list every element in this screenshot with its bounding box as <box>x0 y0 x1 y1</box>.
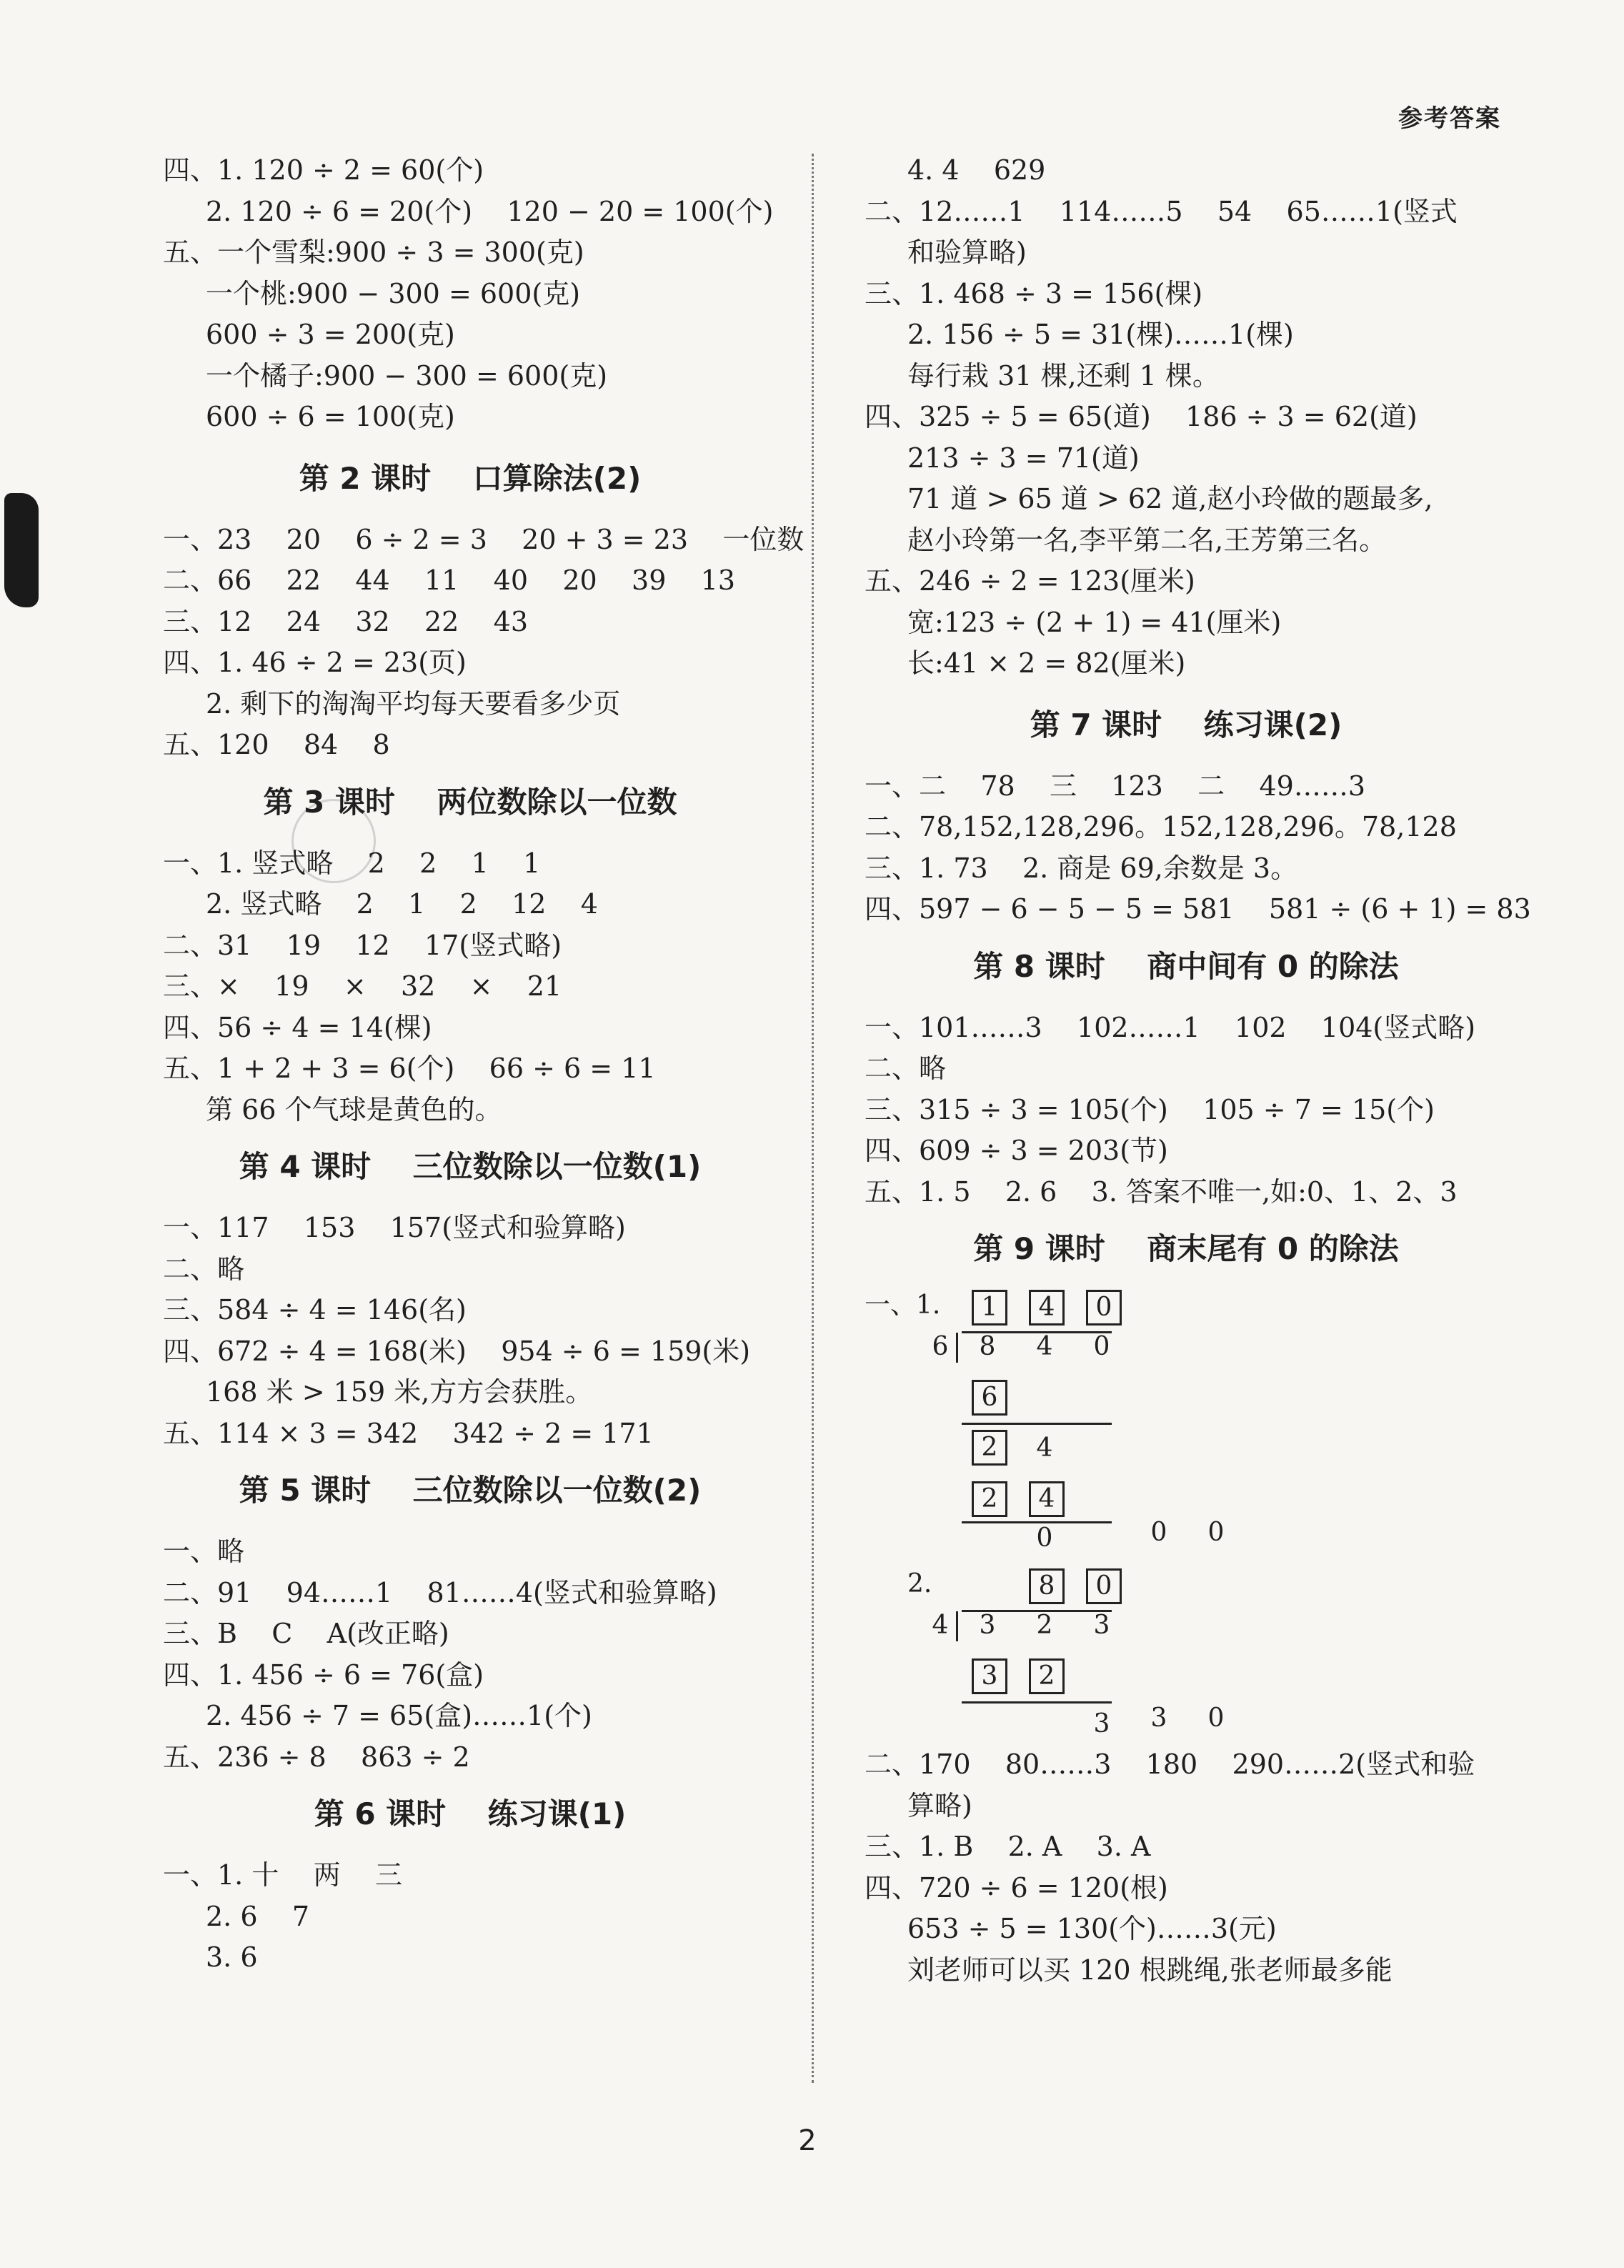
scan-smudge <box>4 493 39 607</box>
answer-line: 四、325 ÷ 5 = 65(道) 186 ÷ 3 = 62(道) <box>865 401 1418 432</box>
answer-line: 算略) <box>907 1789 972 1821</box>
answer-line: 四、1. 46 ÷ 2 = 23(页) <box>163 647 467 678</box>
quotient-digit-box: 8 <box>1029 1568 1065 1604</box>
final-remainder: 0 <box>1207 1518 1225 1547</box>
answer-line: 四、597 − 6 − 5 − 5 = 581 581 ÷ (6 + 1) = 83 <box>865 893 1531 925</box>
quotient-digit-box: 0 <box>1086 1290 1122 1326</box>
brought-down-digit: 4 <box>1036 1433 1053 1463</box>
long-division-1 <box>865 1290 1508 1553</box>
answer-line: 一、1. 十 两 三 <box>163 1859 402 1891</box>
answer-line: 4. 4 629 <box>907 154 1046 186</box>
divisor: 6 <box>932 1332 949 1361</box>
answer-line: 四、672 ÷ 4 = 168(米) 954 ÷ 6 = 159(米) <box>163 1335 751 1367</box>
answer-line: 五、120 84 8 <box>163 729 390 760</box>
answer-line: 三、12 24 32 22 43 <box>163 605 529 637</box>
answer-line: 赵小玲第一名,李平第二名,王芳第三名。 <box>907 524 1387 556</box>
long-division-2 <box>865 1568 1508 1744</box>
division-bracket <box>956 1611 958 1641</box>
lesson-heading: 第 2 课时 口算除法(2) <box>299 460 642 496</box>
answer-line: 四、1. 456 ÷ 6 = 76(盒) <box>163 1658 484 1691</box>
question-label: 2. <box>907 1569 932 1598</box>
answer-line: 600 ÷ 3 = 200(克) <box>206 319 455 350</box>
answer-line: 二、170 80……3 180 290……2(竖式和验 <box>865 1749 1475 1780</box>
answer-line: 三、1. B 2. A 3. A <box>865 1831 1151 1862</box>
answer-line: 三、1. 468 ÷ 3 = 156(棵) <box>865 277 1203 309</box>
answer-line: 一、117 153 157(竖式和验算略) <box>163 1212 626 1243</box>
dividend-digit: 8 <box>979 1332 996 1361</box>
lesson-heading: 第 9 课时 商末尾有 0 的除法 <box>973 1231 1399 1266</box>
product-digit-box: 2 <box>972 1481 1007 1517</box>
answer-line: 五、一个雪梨:900 ÷ 3 = 300(克) <box>163 237 584 268</box>
dividend-digit: 2 <box>1036 1611 1053 1640</box>
answer-line: 四、56 ÷ 4 = 14(棵) <box>163 1011 432 1043</box>
left-column <box>163 150 804 1979</box>
lesson-heading: 第 4 课时 三位数除以一位数(1) <box>239 1149 702 1184</box>
answer-line: 三、1. 73 2. 商是 69,余数是 3。 <box>865 852 1298 884</box>
answer-line: 2. 456 ÷ 7 = 65(盒)……1(个) <box>206 1700 592 1731</box>
answer-line: 600 ÷ 6 = 100(克) <box>206 401 455 432</box>
answer-line: 2. 156 ÷ 5 = 31(棵)……1(棵) <box>907 319 1294 350</box>
answer-line: 一、23 20 6 ÷ 2 = 3 20 + 3 = 23 一位数 <box>163 523 804 555</box>
question-label: 一、1. <box>865 1290 941 1320</box>
answer-line: 213 ÷ 3 = 71(道) <box>907 442 1140 474</box>
answer-line: 刘老师可以买 120 根跳绳,张老师最多能 <box>907 1954 1393 1986</box>
final-remainder: 0 <box>1036 1523 1053 1553</box>
answer-line: 3. 6 <box>206 1941 258 1973</box>
division-bracket <box>956 1333 958 1363</box>
answer-line: 二、78,152,128,296。152,128,296。78,128 <box>865 811 1457 842</box>
answer-line: 653 ÷ 5 = 130(个)……3(元) <box>907 1913 1277 1944</box>
answer-line: 三、315 ÷ 3 = 105(个) 105 ÷ 7 = 15(个) <box>865 1093 1435 1125</box>
divisor: 4 <box>932 1611 949 1640</box>
answer-line: 二、66 22 44 11 40 20 39 13 <box>163 564 736 596</box>
subtraction-line <box>962 1423 1112 1425</box>
answer-line: 二、91 94……1 81……4(竖式和验算略) <box>163 1576 717 1608</box>
answer-line: 五、114 × 3 = 342 342 ÷ 2 = 171 <box>163 1417 654 1449</box>
answer-line: 二、12……1 114……5 54 65……1(竖式 <box>865 195 1458 227</box>
subtraction-line <box>962 1701 1112 1704</box>
answer-line: 和验算略) <box>907 237 1027 268</box>
lesson-heading: 第 3 课时 两位数除以一位数 <box>263 784 677 820</box>
answer-line: 三、584 ÷ 4 = 146(名) <box>163 1294 467 1326</box>
answer-line: 三、B C A(改正略) <box>163 1618 449 1649</box>
quotient-digit-box: 0 <box>1086 1568 1122 1604</box>
answer-line: 五、246 ÷ 2 = 123(厘米) <box>865 565 1195 597</box>
answer-line: 四、609 ÷ 3 = 203(节) <box>865 1135 1168 1166</box>
product-digit-box: 2 <box>1029 1658 1065 1694</box>
lesson-heading: 第 5 课时 三位数除以一位数(2) <box>239 1473 702 1508</box>
right-column <box>865 150 1531 1991</box>
answer-line: 每行栽 31 棵,还剩 1 棵。 <box>907 359 1220 392</box>
answer-line: 2. 120 ÷ 6 = 20(个) 120 − 20 = 100(个) <box>206 195 774 227</box>
dividend-digit: 4 <box>1036 1332 1053 1361</box>
column-divider <box>812 154 814 2083</box>
answer-line: 一个橘子:900 − 300 = 600(克) <box>206 359 608 392</box>
answer-line: 一、二 78 三 123 二 49……3 <box>865 770 1365 802</box>
answer-line: 一、1. 竖式略 2 2 1 1 <box>163 847 541 879</box>
answer-line: 三、× 19 × 32 × 21 <box>163 970 562 1002</box>
final-remainder: 3 <box>1150 1704 1167 1733</box>
dividend-digit: 3 <box>979 1611 996 1640</box>
lesson-heading: 第 7 课时 练习课(2) <box>1030 707 1342 742</box>
dividend-digit: 3 <box>1093 1611 1110 1640</box>
final-remainder: 3 <box>1093 1709 1110 1739</box>
answer-line: 一个桃:900 − 300 = 600(克) <box>206 277 581 309</box>
dividend-digit: 0 <box>1093 1332 1110 1361</box>
product-digit-box: 3 <box>972 1658 1007 1694</box>
answer-line: 四、1. 120 ÷ 2 = 60(个) <box>163 154 484 186</box>
quotient-digit-box: 1 <box>972 1290 1007 1326</box>
answer-line: 2. 剩下的淘淘平均每天要看多少页 <box>206 687 621 720</box>
answer-line: 五、1 + 2 + 3 = 6(个) 66 ÷ 6 = 11 <box>163 1053 656 1084</box>
remainder-digit-box: 2 <box>972 1430 1007 1466</box>
header-label: 参考答案 <box>1398 104 1501 133</box>
answer-line: 168 米 > 159 米,方方会获胜。 <box>206 1376 593 1408</box>
answer-line: 一、101……3 102……1 102 104(竖式略) <box>865 1011 1476 1043</box>
page-number: 2 <box>798 2124 817 2157</box>
answer-line: 宽:123 ÷ (2 + 1) = 41(厘米) <box>907 606 1282 638</box>
final-remainder: 0 <box>1207 1704 1225 1733</box>
answer-line: 长:41 × 2 = 82(厘米) <box>907 647 1186 679</box>
answer-line: 一、略 <box>163 1536 245 1567</box>
answer-line: 71 道 > 65 道 > 62 道,赵小玲做的题最多, <box>907 483 1433 514</box>
answer-line: 四、720 ÷ 6 = 120(根) <box>865 1871 1168 1904</box>
answer-line: 二、31 19 12 17(竖式略) <box>163 929 562 961</box>
answer-line: 2. 竖式略 2 1 2 12 4 <box>206 888 598 920</box>
answer-line: 五、236 ÷ 8 863 ÷ 2 <box>163 1741 470 1773</box>
lesson-heading: 第 6 课时 练习课(1) <box>314 1796 627 1831</box>
product-digit-box: 6 <box>972 1380 1007 1416</box>
answer-line: 二、略 <box>163 1253 245 1285</box>
lesson-heading: 第 8 课时 商中间有 0 的除法 <box>973 948 1399 984</box>
final-remainder: 0 <box>1150 1518 1167 1547</box>
answer-line: 第 66 个气球是黄色的。 <box>206 1093 502 1125</box>
answer-line: 五、1. 5 2. 6 3. 答案不唯一,如:0、1、2、3 <box>865 1175 1458 1208</box>
answer-line: 2. 6 7 <box>206 1900 310 1932</box>
quotient-digit-box: 4 <box>1029 1290 1065 1326</box>
answer-line: 二、略 <box>865 1053 947 1084</box>
product-digit-box: 4 <box>1029 1481 1065 1517</box>
